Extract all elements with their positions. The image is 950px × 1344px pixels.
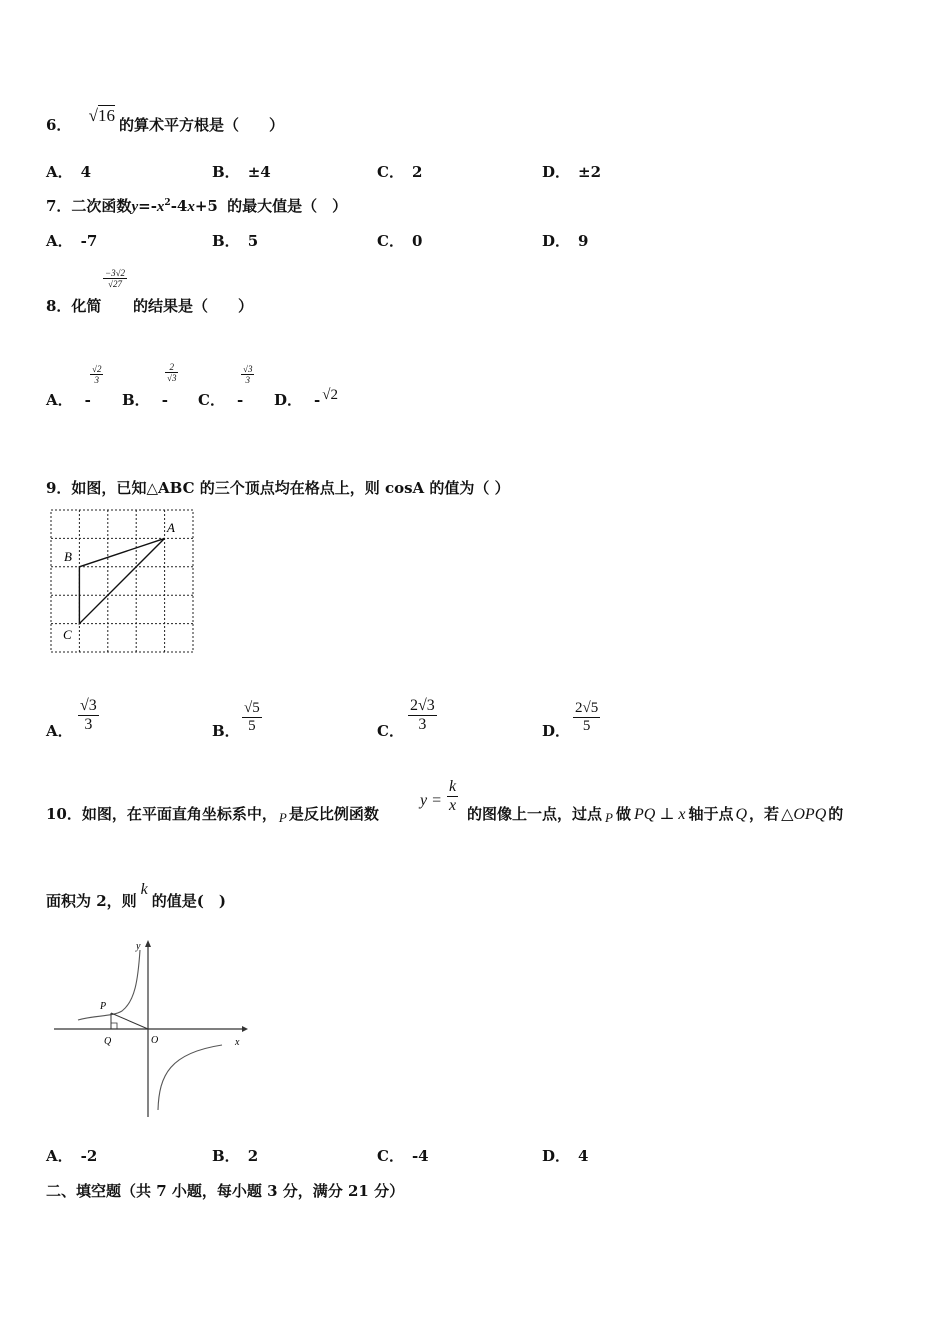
option-label: A． <box>46 232 73 250</box>
q10-text: 10．如图，在平面直角坐标系中， <box>46 805 277 823</box>
option-label: D． <box>542 1147 571 1165</box>
option-label: C． <box>377 1147 404 1165</box>
point-p-label: P <box>100 1001 107 1012</box>
option-label: C． <box>377 232 404 250</box>
fraction-numerator: k <box>449 778 457 795</box>
point-q-label: Q <box>104 1036 112 1047</box>
option-label: A． <box>46 163 73 181</box>
section-heading-fill-in-blank <box>46 1180 404 1201</box>
option-value: 4 <box>578 1147 589 1165</box>
option-sign: - <box>161 391 168 409</box>
option-label: D． <box>542 163 571 181</box>
q8-text <box>133 295 253 316</box>
option-sign: - <box>236 391 244 409</box>
x-axis-arrow <box>242 1026 248 1032</box>
q10-triangle-expression: △OPQ <box>781 806 827 823</box>
option-label: B． <box>212 232 240 250</box>
q10-text: 面积为 2，则 <box>46 892 137 910</box>
fraction-denominator: 3 <box>245 375 250 385</box>
q6-radical: √16 <box>88 106 116 125</box>
q7-func-part: +5 <box>194 197 218 215</box>
fraction-numerator: √3 <box>80 697 97 714</box>
q6-radicand: 16 <box>98 106 116 125</box>
fraction-denominator: 3 <box>94 375 99 385</box>
q10-stem-line1 <box>46 803 379 824</box>
q9-option-d-fraction <box>573 700 600 735</box>
q8-option-b-fraction <box>165 362 178 383</box>
q10-function-y-eq: y = <box>420 792 442 809</box>
q10-option-c <box>377 1145 429 1166</box>
option-label: C． <box>377 722 404 740</box>
option-value: 9 <box>578 232 589 250</box>
q9-option-b <box>212 720 240 741</box>
q9-option-d <box>542 720 570 741</box>
fraction-numerator: 2√5 <box>575 700 599 716</box>
option-value: -2 <box>80 1147 98 1165</box>
q8-option-d <box>274 389 338 410</box>
q10-option-d <box>542 1145 588 1166</box>
q7-number: 7．二次函数 <box>46 197 132 215</box>
q10-text: 的 <box>828 805 844 823</box>
q8-stem <box>46 295 101 316</box>
q8-fraction <box>103 268 127 289</box>
fraction-numerator: 2 <box>165 362 178 373</box>
option-value: 4 <box>80 163 92 181</box>
q7-x: x <box>156 199 165 215</box>
q9-option-c <box>377 720 404 741</box>
q6-option-a <box>46 161 91 182</box>
option-sign: - <box>84 391 91 409</box>
option-label: B． <box>212 722 240 740</box>
option-label: A． <box>46 391 73 409</box>
option-label: B． <box>212 1147 240 1165</box>
q9-option-a-fraction <box>78 697 99 734</box>
q6-stem <box>46 106 285 140</box>
q8-number: 8．化简 <box>46 297 102 315</box>
option-radical: √2 <box>322 387 338 403</box>
q10-option-b <box>212 1145 258 1166</box>
q10-graph-figure <box>50 935 250 1125</box>
fraction-denominator: 5 <box>582 718 591 734</box>
q7-y: y <box>131 199 139 215</box>
fraction-denominator: √3 <box>167 373 177 383</box>
q10-text: 的值是( ) <box>151 892 226 910</box>
q7-exponent: 2 <box>164 198 171 208</box>
q10-text: ，若 <box>749 805 780 823</box>
option-label: A． <box>46 722 73 740</box>
q10-p-symbol: P <box>278 810 287 825</box>
option-value: ±4 <box>247 163 271 181</box>
q8-option-a <box>46 389 91 410</box>
option-label: D． <box>542 232 571 250</box>
fraction-denominator: 3 <box>84 716 93 733</box>
q10-p-symbol: P <box>605 810 613 825</box>
option-sign: - <box>314 391 321 409</box>
q9-option-b-fraction <box>242 700 262 735</box>
vertex-label-b: B <box>64 549 72 564</box>
option-label: D． <box>274 391 303 409</box>
q6-text: 的算术平方根是（ ） <box>119 116 285 134</box>
option-value: 2 <box>411 163 423 181</box>
fraction-numerator: √3 <box>243 364 253 374</box>
q10-k-symbol: k <box>140 881 148 898</box>
q10-stem-line2 <box>46 881 226 911</box>
fraction-numerator: √5 <box>244 700 260 716</box>
q9-option-c-fraction <box>408 697 437 734</box>
fraction-denominator: x <box>449 797 457 814</box>
q8-option-b <box>122 389 168 410</box>
option-value: -4 <box>411 1147 429 1165</box>
segment-po <box>111 1013 148 1029</box>
q7-stem <box>46 195 347 216</box>
q10-text: 的图像上一点，过点 <box>467 805 603 823</box>
q9-grid-figure <box>46 505 198 657</box>
option-value: ±2 <box>578 163 602 181</box>
option-value: -7 <box>80 232 98 250</box>
q8-fraction-denominator: √27 <box>108 279 122 289</box>
y-axis-arrow <box>145 940 151 947</box>
option-label: B． <box>122 391 150 409</box>
q6-option-d <box>542 161 601 182</box>
option-value: 5 <box>247 232 259 250</box>
q7-x: x <box>187 199 195 215</box>
option-label: A． <box>46 1147 73 1165</box>
q10-text: 轴于点 <box>688 805 734 823</box>
q10-q-symbol: Q <box>735 806 748 823</box>
y-axis-label: y <box>136 941 141 952</box>
fraction-denominator: 3 <box>418 716 427 733</box>
q8-option-c-fraction <box>241 364 254 385</box>
q6-option-c <box>377 161 422 182</box>
q7-option-a <box>46 230 97 251</box>
q9-option-a <box>46 720 73 741</box>
q7-option-c <box>377 230 422 251</box>
q10-option-a <box>46 1145 97 1166</box>
option-label: C． <box>198 391 225 409</box>
vertex-label-a: A <box>167 520 175 535</box>
hyperbola-branch-lower-right <box>158 1045 222 1110</box>
fraction-denominator: 5 <box>248 718 256 734</box>
q6-option-b <box>212 161 271 182</box>
option-label: C． <box>377 163 404 181</box>
section-heading-text: 二、填空题（共 7 小题，每小题 3 分，满分 21 分） <box>46 1182 405 1200</box>
q7-option-d <box>542 230 588 251</box>
origin-label: O <box>151 1035 159 1046</box>
q6-number: 6． <box>46 116 72 134</box>
option-value: 2 <box>247 1147 259 1165</box>
q7-text: 的最大值是（ ） <box>227 197 348 215</box>
q10-perp-expression: PQ ⊥ x <box>633 806 686 823</box>
q7-func-part: -4 <box>170 197 188 215</box>
vertex-label-c: C <box>63 627 72 642</box>
q8-fraction-numerator: −3√2 <box>105 268 126 278</box>
x-axis-label: x <box>235 1037 240 1048</box>
q10-stem-line1-rest <box>467 803 843 824</box>
q9-stem <box>46 477 510 498</box>
option-value: 0 <box>411 232 423 250</box>
q9-text: 9．如图，已知△ABC 的三个顶点均在格点上，则 cosA 的值为（ ） <box>46 479 510 497</box>
q7-option-b <box>212 230 258 251</box>
q10-function-fraction <box>447 778 458 815</box>
option-label: B． <box>212 163 240 181</box>
hyperbola-branch-upper-left <box>78 950 140 1020</box>
q10-text: 做 <box>615 805 631 823</box>
option-label: D． <box>542 722 571 740</box>
q8-option-c <box>198 389 243 410</box>
q8-text-label: 的结果是（ ） <box>133 297 254 315</box>
fraction-numerator: 2√3 <box>410 697 435 714</box>
fraction-numerator: √2 <box>92 364 102 374</box>
right-angle-mark <box>111 1023 117 1029</box>
q7-func-part: =- <box>138 197 157 215</box>
q8-option-a-fraction <box>90 364 103 385</box>
q10-text: 是反比例函数 <box>288 805 379 823</box>
triangle-abc <box>79 538 164 623</box>
